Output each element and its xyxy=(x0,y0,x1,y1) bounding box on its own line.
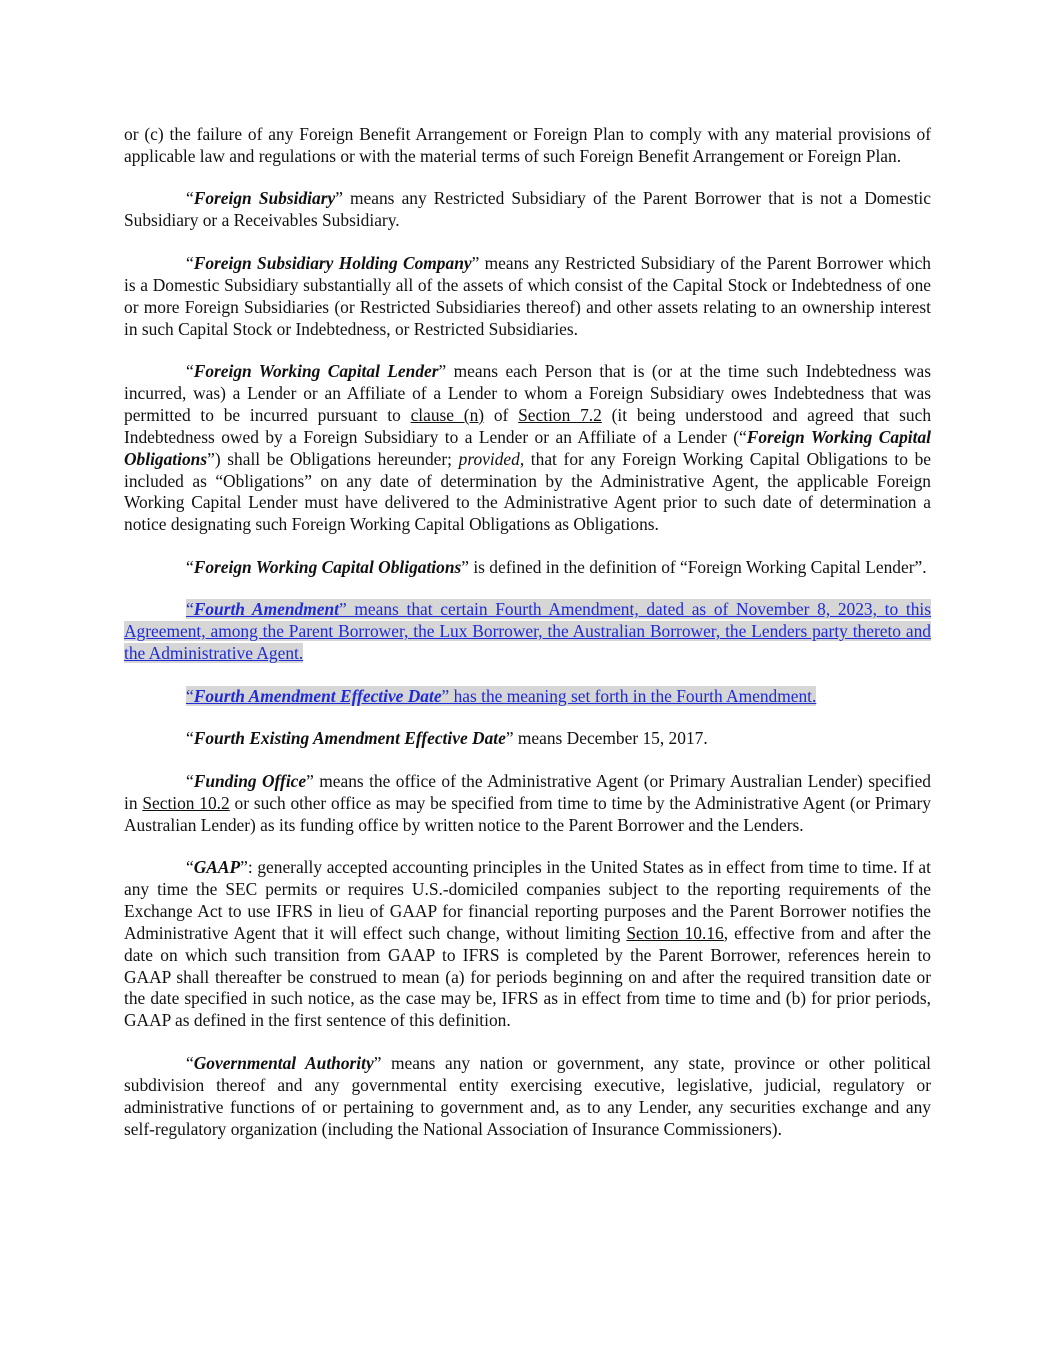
definition-fourth-existing-amendment-effective-date: “Fourth Existing Amendment Effective Date” means December 15, 2017. xyxy=(186,728,708,749)
definition-foreign-working-capital-obligations: “Foreign Working Capital Obligations” is defined in the definition of “Foreign Working Capital Lender”. xyxy=(186,556,927,577)
defined-term: GAAP xyxy=(193,857,241,877)
definition-governmental-authority: “Governmental Authority” means any nation or government, any state, province or other political subdivision thereof and any governmental entity exercising executive, legislative, judicial, regulatory or administrative functions of or pertaining to government and, as to any Lender, any securities exchange and any self-regulatory organization (including the National Association of Insurance Commissioners). xyxy=(124,1052,932,1139)
defined-term: Fourth Amendment Effective Date xyxy=(193,685,442,706)
cross-reference-link[interactable]: Section 10.16 xyxy=(626,922,724,943)
defined-term: Foreign Subsidiary Holding Company xyxy=(193,252,472,273)
proviso-word: provided xyxy=(458,448,520,469)
definition-foreign-subsidiary-holding-company: “Foreign Subsidiary Holding Company” means any Restricted Subsidiary of the Parent Borrower which is a Domestic Subsidiary substantially all of the assets of which consist of the Capital Stock or Indebtedness of one or more Foreign Subsidiaries (or Restricted Subsidiaries thereof) and other assets relating to an ownership interest in such Capital Stock or Indebtedness, or Restricted Subsidiaries. xyxy=(124,252,931,339)
defined-term: Foreign Working Capital Obligations xyxy=(193,556,462,577)
inserted-text: “Fourth Amendment Effective Date” has the meaning set forth in the Fourth Amendment. xyxy=(186,685,817,706)
defined-term: Foreign Working Capital Lender xyxy=(193,361,439,382)
defined-term: Foreign Working Capital Obligations xyxy=(124,426,931,469)
defined-term: Foreign Subsidiary xyxy=(193,188,336,209)
defined-term: Governmental Authority xyxy=(193,1052,374,1073)
definition-foreign-working-capital-lender: “Foreign Working Capital Lender” means each Person that is (or at the time such Indebtedness was incurred, was) a Lender or an Affiliate of a Lender to whom a Foreign Subsidiary owes Indebtedness that was permitted to be incurred pursuant to clause (n) of Section 7.2 (it being understood and agreed that such Indebtedness owed by a Foreign Subsidiary to a Lender or an Affiliate of a Lender (“Foreign Working Capital Obligations”) shall be Obligations hereunder; provided, that for any Foreign Working Capital Obligations to be included as “Obligations” on any date of determination by the Administrative Agent, the applicable Foreign Working Capital Lender must have delivered to the Administrative Agent prior to such date of determination a notice designating such Foreign Working Capital Obligations as Obligations. xyxy=(124,361,932,535)
cross-reference-link[interactable]: Section 7.2 xyxy=(518,404,602,425)
definition-fourth-amendment xyxy=(124,599,931,665)
definition-funding-office: “Funding Office” means the office of the Administrative Agent (or Primary Australian Lender) specified in Section 10.2 or such other office as may be specified from time to time by the Administrative Agent (or Primary Australian Lender) as its funding office by written notice to the Parent Borrower and the Lenders. xyxy=(124,770,932,835)
defined-term: Funding Office xyxy=(193,770,307,791)
defined-term: Fourth Amendment xyxy=(193,599,339,620)
definition-fourth-amendment-effective-date xyxy=(124,686,931,708)
cross-reference-link[interactable]: clause (n) xyxy=(410,404,485,425)
defined-term: Fourth Existing Amendment Effective Date xyxy=(193,728,506,749)
definition-foreign-subsidiary: “Foreign Subsidiary” means any Restricted Subsidiary of the Parent Borrower that is not a Domestic Subsidiary or a Receivables Subsidiary. xyxy=(124,188,931,231)
paragraph-continuation: or (c) the failure of any Foreign Benefit Arrangement or Foreign Plan to comply with any material provisions of applicable law and regulations or with the material terms of such Foreign Benefit Arrangement or Foreign Plan. xyxy=(124,124,931,166)
inserted-text: “Fourth Amendment” means that certain Fourth Amendment, dated as of November 8, 2023, to this Agreement, among the Parent Borrower, the Lux Borrower, the Australian Borrower, the Lenders party thereto and the Administrative Agent. xyxy=(124,599,931,664)
definition-gaap: “GAAP”: generally accepted accounting principles in the United States as in effect from time to time. If at any time the SEC permits or requires U.S.-domiciled companies subject to the reporting requirements of the Exchange Act to use IFRS in lieu of GAAP for financial reporting purposes and the Parent Borrower notifies the Administrative Agent that it will effect such change, without limiting Section 10.16, effective from and after the date on which such transition from GAAP to IFRS is completed by the Parent Borrower, references herein to GAAP shall thereafter be construed to mean (a) for periods beginning on and after the required transition date or the date specified in such notice, as the case may be, IFRS as in effect from time to time and (b) for prior periods, GAAP as defined in the first sentence of this definition. xyxy=(124,857,931,1031)
document-page xyxy=(124,124,931,1161)
cross-reference-link[interactable]: Section 10.2 xyxy=(142,792,230,813)
